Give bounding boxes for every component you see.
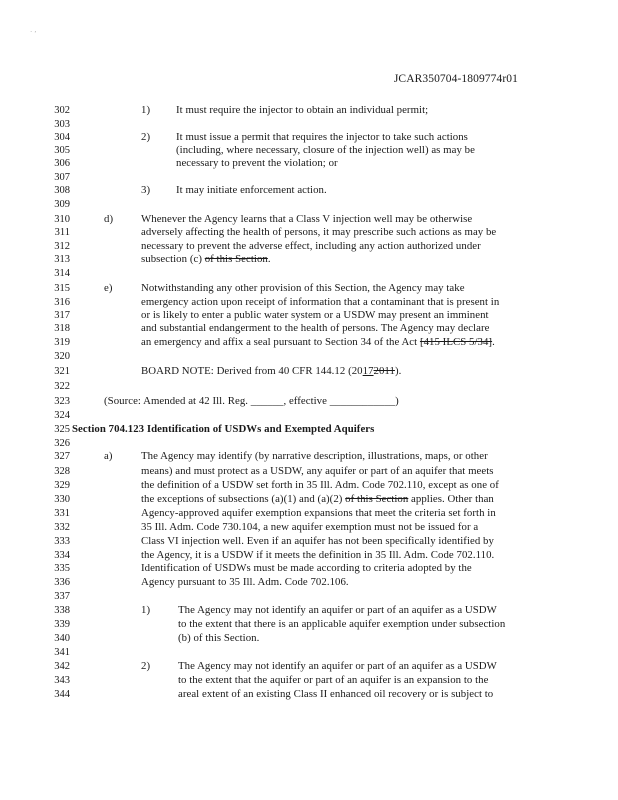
text-segment: Agency pursuant to 35 Ill. Adm. Code 702.106. — [141, 576, 349, 588]
text-line — [104, 450, 113, 463]
text-segment: It must issue a permit that requires the injector to take such actions — [176, 131, 468, 143]
line-number: 312 — [54, 241, 70, 252]
text-line — [176, 157, 338, 170]
line-number: 320 — [54, 351, 70, 362]
text-segment: Whenever the Agency learns that a Class V injection well may be otherwise — [141, 213, 473, 225]
line-number: 307 — [54, 172, 70, 183]
line-number: 340 — [54, 633, 70, 644]
text-line — [141, 549, 494, 562]
text-line — [141, 226, 496, 239]
line-number: 330 — [54, 494, 70, 505]
text-line — [141, 282, 465, 295]
line-number: 310 — [54, 214, 70, 225]
text-line — [141, 576, 349, 589]
line-number: 329 — [54, 480, 70, 491]
text-line — [141, 507, 496, 520]
line-number: 305 — [54, 145, 70, 156]
line-number: 332 — [54, 522, 70, 533]
text-line — [141, 131, 150, 144]
line-number: 335 — [54, 563, 70, 574]
text-line — [178, 660, 497, 673]
line-number: 328 — [54, 466, 70, 477]
line-number: 331 — [54, 508, 70, 519]
text-segment: . — [267, 253, 271, 265]
text-segment: BOARD NOTE: Derived from 40 CFR 144.12 (20 — [141, 365, 363, 377]
text-segment: to the extent that the aquifer or part of an aquifer is an expansion to the — [178, 674, 489, 686]
text-segment: It may initiate enforcement action. — [176, 184, 327, 196]
text-line — [141, 322, 489, 335]
text-line — [176, 131, 468, 144]
text-segment: Class VI injection well. Even if an aquifer has not been specifically identified by — [141, 535, 494, 547]
text-segment: 1) — [141, 104, 151, 116]
text-line — [141, 240, 481, 253]
text-segment: 1) — [141, 604, 151, 616]
line-number: 323 — [54, 396, 70, 407]
text-line — [141, 604, 150, 617]
line-number: 306 — [54, 158, 70, 169]
text-line — [141, 336, 495, 349]
text-segment: a) — [104, 450, 113, 462]
text-line — [178, 674, 488, 687]
line-number: 311 — [54, 227, 70, 238]
text-segment: 2) — [141, 660, 151, 672]
text-segment: Agency-approved aquifer exemption expansions that meet the criteria set forth in — [141, 507, 496, 519]
text-segment: the exceptions of subsections (a)(1) and (a)(2) — [141, 493, 346, 505]
text-line — [141, 184, 150, 197]
text-segment: The Agency may not identify an aquifer or part of an aquifer as a USDW — [178, 604, 497, 616]
line-number: 325 — [54, 424, 70, 435]
text-line — [178, 604, 497, 617]
line-number: 316 — [54, 297, 70, 308]
text-line — [141, 660, 150, 673]
text-line — [141, 365, 401, 378]
text-segment: necessary to prevent the adverse effect, including any action authorized under — [141, 240, 481, 252]
text-segment: Notwithstanding any other provision of this Section, the Agency may take — [141, 282, 465, 294]
text-segment: 3) — [141, 184, 151, 196]
text-segment: an emergency and affix a seal pursuant to Section 34 of the Act — [141, 336, 420, 348]
line-number: 326 — [54, 438, 70, 449]
text-line — [141, 479, 499, 492]
line-number: 322 — [54, 381, 70, 392]
line-number: 319 — [54, 337, 70, 348]
text-segment: to the extent that there is an applicable aquifer exemption under subsection — [178, 618, 506, 630]
text-segment: (including, where necessary, closure of the injection well) as may be — [176, 144, 475, 156]
line-number: 308 — [54, 185, 70, 196]
text-segment: The Agency may not identify an aquifer or part of an aquifer as a USDW — [178, 660, 497, 672]
line-number: 334 — [54, 550, 70, 561]
line-number: 317 — [54, 310, 70, 321]
line-number: 315 — [54, 283, 70, 294]
line-number: 314 — [54, 268, 70, 279]
text-line — [104, 213, 113, 226]
text-segment: subsection (c) — [141, 253, 205, 265]
text-segment: Identification of USDWs must be made according to criteria adopted by the — [141, 562, 472, 574]
text-line — [141, 493, 494, 506]
section-heading: Section 704.123 Identification of USDWs and Exempted Aquifers — [72, 423, 375, 435]
text-segment: adversely affecting the health of persons, it may prescribe such actions as may be — [141, 226, 497, 238]
text-line — [141, 535, 494, 548]
text-segment: ). — [394, 365, 402, 377]
line-number: 304 — [54, 132, 70, 143]
text-segment: e) — [104, 282, 113, 294]
deleted-text: [415 ILCS 5/34] — [419, 336, 493, 348]
text-line — [141, 465, 494, 478]
text-segment: means) and must protect as a USDW, any aquifer or part of an aquifer that meets — [141, 465, 494, 477]
text-segment: the definition of a USDW set forth in 35 Ill. Adm. Code 702.110, except as one of — [141, 479, 499, 491]
text-segment: 2) — [141, 131, 151, 143]
text-segment: necessary to prevent the violation; or — [176, 157, 338, 169]
text-line — [141, 450, 488, 463]
scan-mark: ´ ʼ — [30, 30, 37, 38]
text-segment: It must require the injector to obtain an individual permit; — [176, 104, 429, 116]
deleted-text: of this Section — [204, 253, 268, 265]
text-line — [178, 632, 259, 645]
deleted-text: 2011 — [373, 365, 395, 377]
line-number: 309 — [54, 199, 70, 210]
text-line — [104, 395, 399, 408]
line-number: 324 — [54, 410, 70, 421]
deleted-text: of this Section — [345, 493, 409, 505]
line-number: 337 — [54, 591, 70, 602]
line-number: 333 — [54, 536, 70, 547]
text-line — [176, 144, 475, 157]
text-segment: areal extent of an existing Class II enhanced oil recovery or is subject to — [178, 688, 494, 700]
line-number: 339 — [54, 619, 70, 630]
text-segment: or is likely to enter a public water system or a USDW may present an imminent — [141, 309, 489, 321]
text-segment: (b) of this Section. — [178, 632, 260, 644]
line-number: 343 — [54, 675, 70, 686]
text-line — [72, 423, 374, 436]
text-segment: (Source: Amended at 42 Ill. Reg. ______, effective ____________) — [104, 395, 399, 407]
line-number: 302 — [54, 105, 70, 116]
line-number: 318 — [54, 323, 70, 334]
text-line — [178, 618, 505, 631]
text-segment: and substantial endangerment to the health of persons. The Agency may declare — [141, 322, 490, 334]
text-line — [141, 562, 472, 575]
text-line — [178, 688, 493, 701]
text-segment: emergency action upon receipt of information that a contaminant that is present in — [141, 296, 500, 308]
line-number: 321 — [54, 366, 70, 377]
text-segment: . — [492, 336, 495, 348]
text-line — [141, 213, 472, 226]
text-segment: The Agency may identify (by narrative description, illustrations, maps, or other — [141, 450, 488, 462]
line-number: 327 — [54, 451, 70, 462]
text-segment: d) — [104, 213, 114, 225]
text-line — [176, 184, 327, 197]
text-line — [141, 309, 489, 322]
text-segment: the Agency, it is a USDW if it meets the definition in 35 Ill. Adm. Code 702.110. — [141, 549, 495, 561]
text-line — [176, 104, 428, 117]
line-number: 342 — [54, 661, 70, 672]
text-line — [141, 253, 271, 266]
line-number: 303 — [54, 119, 70, 130]
text-segment: applies. Other than — [408, 493, 494, 505]
text-line — [141, 521, 478, 534]
text-line — [141, 104, 150, 117]
text-line — [141, 296, 499, 309]
line-number: 336 — [54, 577, 70, 588]
line-number: 344 — [54, 689, 70, 700]
line-number: 338 — [54, 605, 70, 616]
text-line — [104, 282, 113, 295]
line-number: 341 — [54, 647, 70, 658]
document-id: JCAR350704-1809774r01 — [393, 73, 518, 85]
line-number: 313 — [54, 254, 70, 265]
inserted-text: 17 — [362, 365, 374, 377]
text-segment: 35 Ill. Adm. Code 730.104, a new aquifer exemption must not be issued for a — [141, 521, 479, 533]
